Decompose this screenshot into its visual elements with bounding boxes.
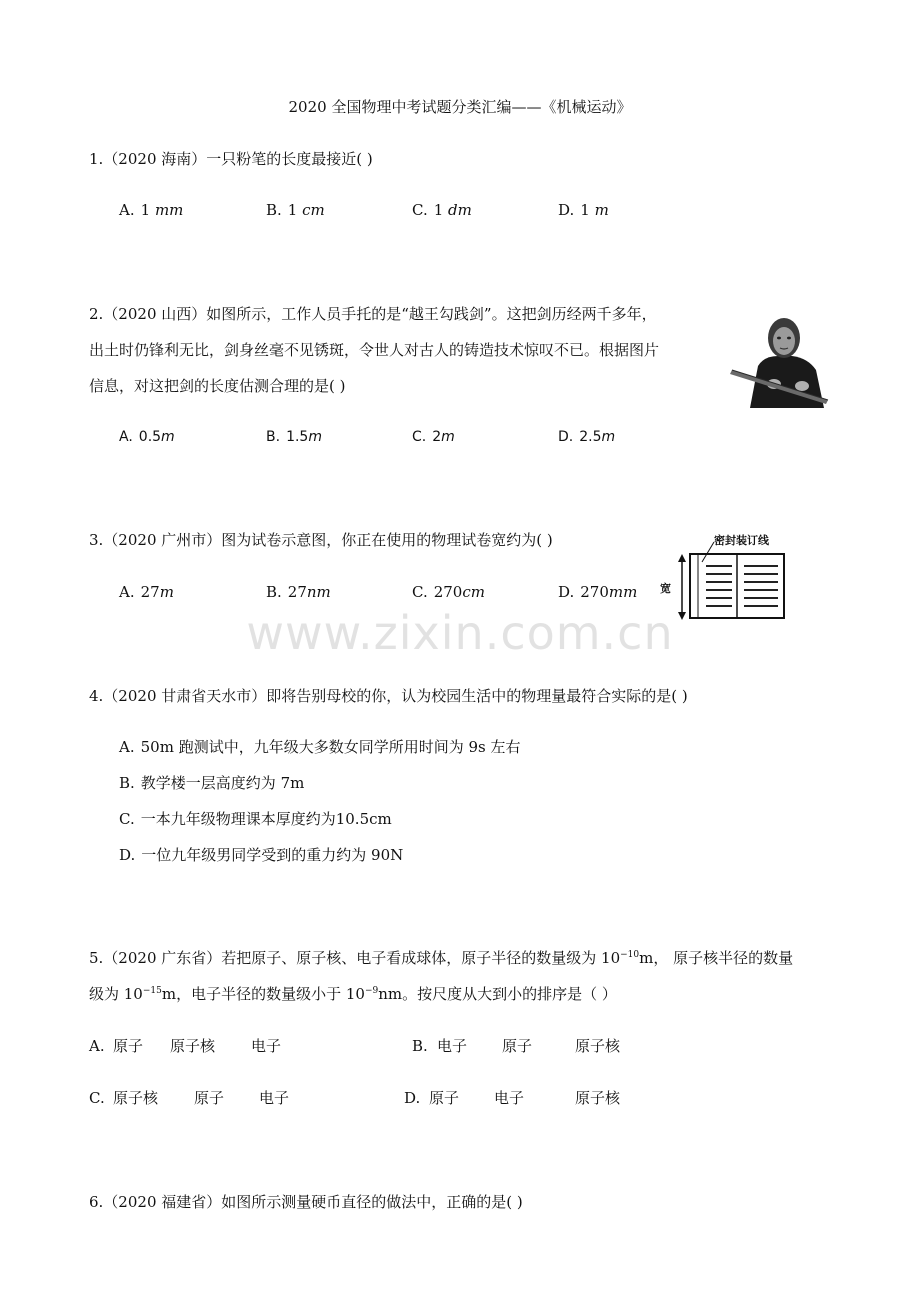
- option-value: 1: [287, 201, 298, 219]
- option-unit: m: [601, 429, 616, 445]
- option-key: C.: [412, 201, 428, 219]
- watermark: www.zixin.com.cn: [246, 606, 674, 660]
- question-1-option-c: [412, 201, 472, 219]
- question-2-option-b: [266, 428, 322, 446]
- option-value: 1: [580, 201, 590, 219]
- option-key: A.: [119, 201, 135, 219]
- option-value: 2: [432, 429, 442, 445]
- question-5-option-b-key: B.: [412, 1037, 428, 1055]
- question-5-option-c-item-3: 电子: [259, 1089, 290, 1107]
- q5-exponent-3: −9: [364, 986, 379, 996]
- question-2-option-a: [119, 428, 175, 446]
- question-5-option-a-item-2: 原子核: [170, 1037, 216, 1055]
- option-key: D.: [119, 846, 136, 864]
- question-3-option-b: [266, 583, 331, 601]
- option-text: 50m 跑测试中，九年级大多数女同学所用时间为 9s 左右: [140, 738, 521, 756]
- option-key: A.: [119, 429, 133, 445]
- q5-line2-text-b: m，电子半径的数量级小于 10: [161, 985, 365, 1003]
- option-unit: m: [594, 201, 609, 219]
- q5-line1-text-b: m， 原子核半径的数量: [639, 949, 794, 967]
- question-2-option-c: [412, 428, 455, 446]
- option-value: 2.5: [579, 429, 602, 445]
- option-unit: dm: [448, 201, 472, 219]
- question-5-option-d-item-3: 原子核: [575, 1089, 621, 1107]
- question-5-option-c-key: C.: [89, 1089, 105, 1107]
- q5-line2-text-a: 级为 10: [89, 985, 143, 1003]
- option-value: 27: [287, 583, 307, 601]
- option-key: D.: [558, 583, 575, 601]
- person-holding-sword-image: [728, 304, 832, 416]
- option-key: D.: [558, 201, 575, 219]
- option-unit: m: [441, 429, 455, 445]
- option-value: 1.5: [286, 429, 309, 445]
- option-text: 一位九年级男同学受到的重力约为 90N: [141, 846, 404, 864]
- option-key: B.: [266, 583, 282, 601]
- option-value: 270: [433, 583, 463, 601]
- question-3-option-d: [558, 583, 637, 601]
- question-3-option-a: [119, 583, 174, 601]
- option-key: D.: [558, 429, 574, 445]
- question-5-option-a-key: A.: [89, 1037, 105, 1055]
- option-unit: mm: [608, 583, 638, 601]
- question-1-option-d: [558, 201, 609, 219]
- q5-exponent-2: −15: [142, 986, 162, 996]
- question-5-option-b-item-2: 原子: [502, 1037, 533, 1055]
- question-5-option-c-item-2: 原子: [194, 1089, 225, 1107]
- option-unit: cm: [302, 201, 325, 219]
- option-value: 27: [140, 583, 160, 601]
- question-5-option-a-item-1: 原子: [113, 1037, 144, 1055]
- option-key: C.: [119, 810, 135, 828]
- option-key: B.: [119, 774, 135, 792]
- question-1-option-a: [119, 201, 183, 219]
- question-2-line-2: 出土时仍锋利无比，剑身丝毫不见锈斑，令世人对古人的铸造技术惊叹不已。根据图片: [89, 341, 660, 359]
- question-2-line-1: 2.（2020 山西）如图所示，工作人员手托的是“越王勾践剑”。这把剑历经两千多年，: [89, 305, 657, 323]
- question-5-option-b-item-3: 原子核: [575, 1037, 621, 1055]
- option-value: 0.5: [138, 429, 162, 445]
- q5-exponent-1: −10: [620, 950, 640, 960]
- option-value: 270: [580, 583, 609, 601]
- question-5-line-1: [89, 949, 793, 967]
- exam-paper-diagram: [660, 532, 788, 622]
- option-key: B.: [266, 201, 282, 219]
- question-2-option-d: [558, 428, 615, 446]
- question-4-option-b: [119, 774, 304, 792]
- question-4-option-a: [119, 738, 520, 756]
- question-5-option-d-item-1: 原子: [429, 1089, 460, 1107]
- question-3-option-c: [412, 583, 485, 601]
- question-4-option-c: [119, 810, 392, 828]
- question-6-stem: 6.（2020 福建省）如图所示测量硬币直径的做法中，正确的是( ): [89, 1193, 523, 1211]
- option-value: 1: [433, 201, 444, 219]
- question-2-line-3: 信息，对这把剑的长度估测合理的是( ): [89, 377, 346, 395]
- question-1-option-b: [266, 201, 325, 219]
- question-5-option-d-key: D.: [404, 1089, 421, 1107]
- width-label: 宽: [660, 582, 671, 595]
- option-key: C.: [412, 583, 428, 601]
- option-value: 1: [140, 201, 151, 219]
- option-unit: cm: [462, 583, 485, 601]
- question-1-stem: 1.（2020 海南）一只粉笔的长度最接近( ): [89, 150, 373, 168]
- option-unit: nm: [306, 583, 331, 601]
- option-key: A.: [119, 738, 135, 756]
- question-4-option-d: [119, 846, 403, 864]
- document-title: 2020 全国物理中考试题分类汇编——《机械运动》: [288, 98, 632, 116]
- q5-line2-text-c: nm。按尺度从大到小的排序是（ ）: [378, 985, 617, 1003]
- option-key: C.: [412, 429, 427, 445]
- question-4-stem: 4.（2020 甘肃省天水市）即将告别母校的你，认为校园生活中的物理量最符合实际的是( ): [89, 687, 688, 705]
- option-text: 教学楼一层高度约为 7m: [140, 774, 305, 792]
- option-unit: mm: [154, 201, 184, 219]
- question-5-option-a-item-3: 电子: [251, 1037, 282, 1055]
- option-key: B.: [266, 429, 281, 445]
- question-5-line-2: [89, 985, 617, 1003]
- option-unit: m: [161, 429, 175, 445]
- binding-line-label: 密封装订线: [714, 534, 769, 547]
- question-5-option-d-item-2: 电子: [494, 1089, 525, 1107]
- question-5-option-b-item-1: 电子: [437, 1037, 468, 1055]
- q5-line1-text-a: 5.（2020 广东省）若把原子、原子核、电子看成球体，原子半径的数量级为 10: [89, 949, 621, 967]
- option-key: A.: [119, 583, 135, 601]
- question-3-stem: 3.（2020 广州市）图为试卷示意图，你正在使用的物理试卷宽约为( ): [89, 531, 553, 549]
- option-unit: m: [159, 583, 174, 601]
- option-text: 一本九年级物理课本厚度约为10.5cm: [140, 810, 392, 828]
- option-unit: m: [308, 429, 322, 445]
- question-5-option-c-item-1: 原子核: [113, 1089, 159, 1107]
